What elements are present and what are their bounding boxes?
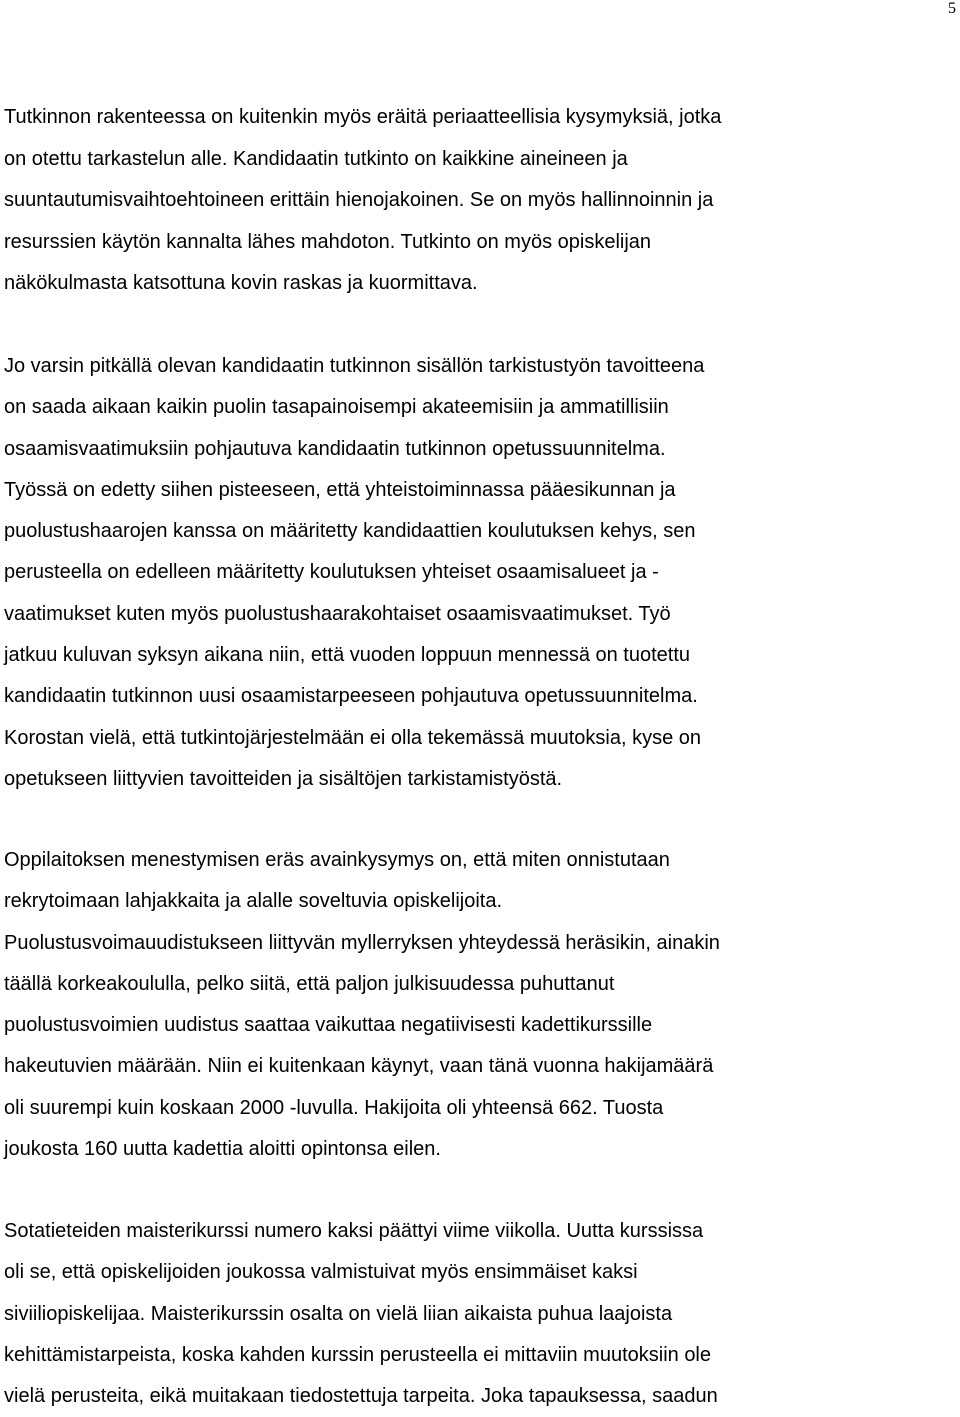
text-line: suuntautumisvaihtoehtoineen erittäin hienojakoinen. Se on myös hallinnoinnin ja xyxy=(4,189,714,212)
text-line: oli suurempi kuin koskaan 2000 -luvulla. Hakijoita oli yhteensä 662. Tuosta xyxy=(4,1096,664,1119)
paragraph-recruitment xyxy=(4,840,956,1170)
text-line: on saada aikaan kaikin puolin tasapainoisempi akateemisiin ja ammatillisiin xyxy=(4,396,669,419)
text-line: täällä korkeakoululla, pelko siitä, että paljon julkisuudessa puhuttanut xyxy=(4,972,615,995)
text-line: resurssien käytön kannalta lähes mahdoton. Tutkinto on myös opiskelijan xyxy=(4,230,652,253)
paragraph-masters-course xyxy=(4,1211,956,1417)
text-line: puolustusvoimien uudistus saattaa vaikuttaa negatiivisesti kadettikurssille xyxy=(4,1014,653,1037)
text-line: puolustushaarojen kanssa on määritetty kandidaattien koulutuksen kehys, sen xyxy=(4,520,696,543)
text-line: opetukseen liittyvien tavoitteiden ja sisältöjen tarkistamistyöstä. xyxy=(4,767,563,790)
text-line: jatkuu kuluvan syksyn aikana niin, että vuoden loppuun mennessä on tuotettu xyxy=(4,644,691,667)
text-line: perusteella on edelleen määritetty koulutuksen yhteiset osaamisalueet ja - xyxy=(4,561,659,584)
text-line: rekrytoimaan lahjakkaita ja alalle soveltuvia opiskelijoita. xyxy=(4,890,503,913)
paragraph-curriculum-review xyxy=(4,346,956,800)
text-line: oli se, että opiskelijoiden joukossa valmistuivat myös ensimmäiset kaksi xyxy=(4,1261,638,1284)
text-line: kehittämistarpeista, koska kahden kurssin perusteella ei mittaviin muutoksiin ole xyxy=(4,1343,712,1366)
text-line: Jo varsin pitkällä olevan kandidaatin tutkinnon sisällön tarkistustyön tavoitteena xyxy=(4,355,705,377)
text-line: näkökulmasta katsottuna kovin raskas ja kuormittava. xyxy=(4,272,478,295)
text-line: vaatimukset kuten myös puolustushaarakohtaiset osaamisvaatimukset. Työ xyxy=(4,602,671,625)
text-line: Työssä on edetty siihen pisteeseen, että yhteistoiminnassa pääesikunnan ja xyxy=(4,478,676,501)
text-line: kandidaatin tutkinnon uusi osaamistarpeeseen pohjautuva opetussuunnitelma. xyxy=(4,685,698,708)
text-line: siviiliopiskelijaa. Maisterikurssin osalta on vielä liian aikaista puhua laajoista xyxy=(4,1302,673,1325)
text-line: joukosta 160 uutta kadettia aloitti opintonsa eilen. xyxy=(4,1138,441,1161)
text-line: hakeutuvien määrään. Niin ei kuitenkaan käynyt, vaan tänä vuonna hakijamäärä xyxy=(4,1055,714,1078)
text-line: Tutkinnon rakenteessa on kuitenkin myös eräitä periaatteellisia kysymyksiä, jotka xyxy=(4,106,722,128)
text-line: Oppilaitoksen menestymisen eräs avainkysymys on, että miten onnistutaan xyxy=(4,849,670,871)
text-line: vielä perusteita, eikä muitakaan tiedostettuja tarpeita. Joka tapauksessa, saadun xyxy=(4,1385,718,1408)
paragraph-curriculum-structure xyxy=(4,97,956,305)
page-number: 5 xyxy=(948,0,956,17)
text-line: Puolustusvoimauudistukseen liittyvän myllerryksen yhteydessä heräsikin, ainakin xyxy=(4,931,720,954)
text-line: on otettu tarkastelun alle. Kandidaatin tutkinto on kaikkine aineineen ja xyxy=(4,147,628,170)
text-line: Sotatieteiden maisterikurssi numero kaksi päättyi viime viikolla. Uutta kurssissa xyxy=(4,1220,704,1242)
text-line: osaamisvaatimuksiin pohjautuva kandidaatin tutkinnon opetussuunnitelma. xyxy=(4,437,666,460)
text-line: Korostan vielä, että tutkintojärjestelmään ei olla tekemässä muutoksia, kyse on xyxy=(4,726,702,749)
